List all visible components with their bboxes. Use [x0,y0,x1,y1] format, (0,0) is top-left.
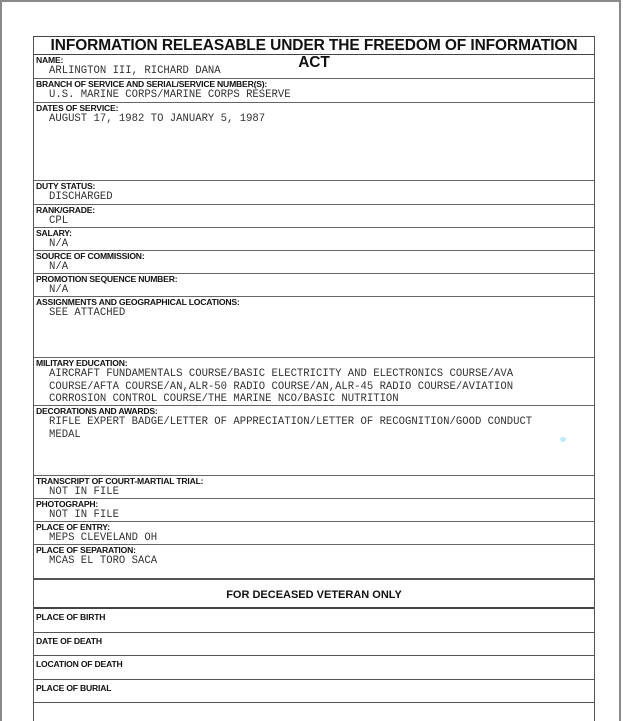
field-place-of-birth [34,609,594,633]
field-value: N/A [49,261,69,273]
field-source-of-commission [34,251,594,274]
field-label: DATE OF DEATH [36,635,102,646]
field-value: MCAS EL TORO SACA [49,555,158,567]
field-assignments-locations [34,297,594,358]
field-value: ARLINGTON III, RICHARD DANA [49,65,221,77]
field-label: RANK/GRADE: [36,205,95,215]
field-photograph [34,499,594,522]
field-military-education [34,358,594,406]
field-place-of-burial [34,680,594,704]
field-place-of-entry [34,522,594,545]
field-value: NOT IN FILE [49,509,119,521]
field-salary [34,228,594,251]
field-label: PLACE OF BURIAL [36,682,112,693]
field-label: TRANSCRIPT OF COURT-MARTIAL TRIAL: [36,476,204,486]
field-label: BRANCH OF SERVICE AND SERIAL/SERVICE NUMBER(S): [36,79,268,89]
field-label: DATES OF SERVICE: [36,103,119,113]
field-label: PLACE OF SEPARATION: [36,545,136,555]
field-value: NOT IN FILE [49,486,119,498]
field-label: ASSIGNMENTS AND GEOGRAPHICAL LOCATIONS: [36,297,240,307]
field-duty-status [34,181,594,205]
field-value: N/A [49,238,69,250]
field-value-line: RIFLE EXPERT BADGE/LETTER OF APPRECIATION/LETTER OF RECOGNITION/GOOD CONDUCT [49,416,533,428]
field-label: LOCATION OF DEATH [36,659,123,669]
field-date-of-death [34,633,594,657]
foia-release-form [33,36,595,721]
field-label: NAME: [36,55,64,65]
field-label: PROMOTION SEQUENCE NUMBER: [36,274,178,284]
deceased-section-title: FOR DECEASED VETERAN ONLY [34,578,594,609]
field-value-line: MEDAL [49,428,81,441]
field-promotion-sequence-number [34,274,594,297]
field-label: PLACE OF BIRTH [36,612,106,622]
field-value: AUGUST 17, 1982 TO JANUARY 5, 1987 [49,113,266,125]
field-location-of-death [34,656,594,680]
field-label: SALARY: [36,228,72,238]
field-label: PLACE OF ENTRY: [36,522,110,532]
field-value: MEPS CLEVELAND OH [49,532,158,544]
field-court-martial-transcript [34,476,594,499]
field-value: SEE ATTACHED [49,307,126,319]
field-name [34,55,594,79]
field-label: DUTY STATUS: [36,181,96,191]
field-value: U.S. MARINE CORPS/MARINE CORPS RESERVE [49,89,291,101]
field-decorations-awards [34,406,594,476]
scan-smudge [560,437,566,442]
field-dates-of-service [34,103,594,181]
field-branch-of-service [34,79,594,103]
field-value: N/A [49,284,69,296]
form-title: INFORMATION RELEASABLE UNDER THE FREEDOM OF INFORMATION ACT [34,37,594,55]
field-label: DECORATIONS AND AWARDS: [36,406,158,416]
field-label: MILITARY EDUCATION: [36,358,128,368]
field-value: CPL [49,215,69,227]
field-value-line: AIRCRAFT FUNDAMENTALS COURSE/BASIC ELECTRICITY AND ELECTRONICS COURSE/AVA [49,368,514,380]
field-rank-grade [34,205,594,228]
field-value-line: COURSE/AFTA COURSE/AN,ALR-50 RADIO COURSE/AN,ALR-45 RADIO COURSE/AVIATION [49,380,514,393]
field-label: SOURCE OF COMMISSION: [36,251,145,261]
field-value: DISCHARGED [49,191,113,203]
field-place-of-separation [34,545,594,578]
field-value-line: CORROSION CONTROL COURSE/THE MARINE NCO/BASIC NUTRITION [49,393,399,405]
field-label: PHOTOGRAPH: [36,499,99,509]
